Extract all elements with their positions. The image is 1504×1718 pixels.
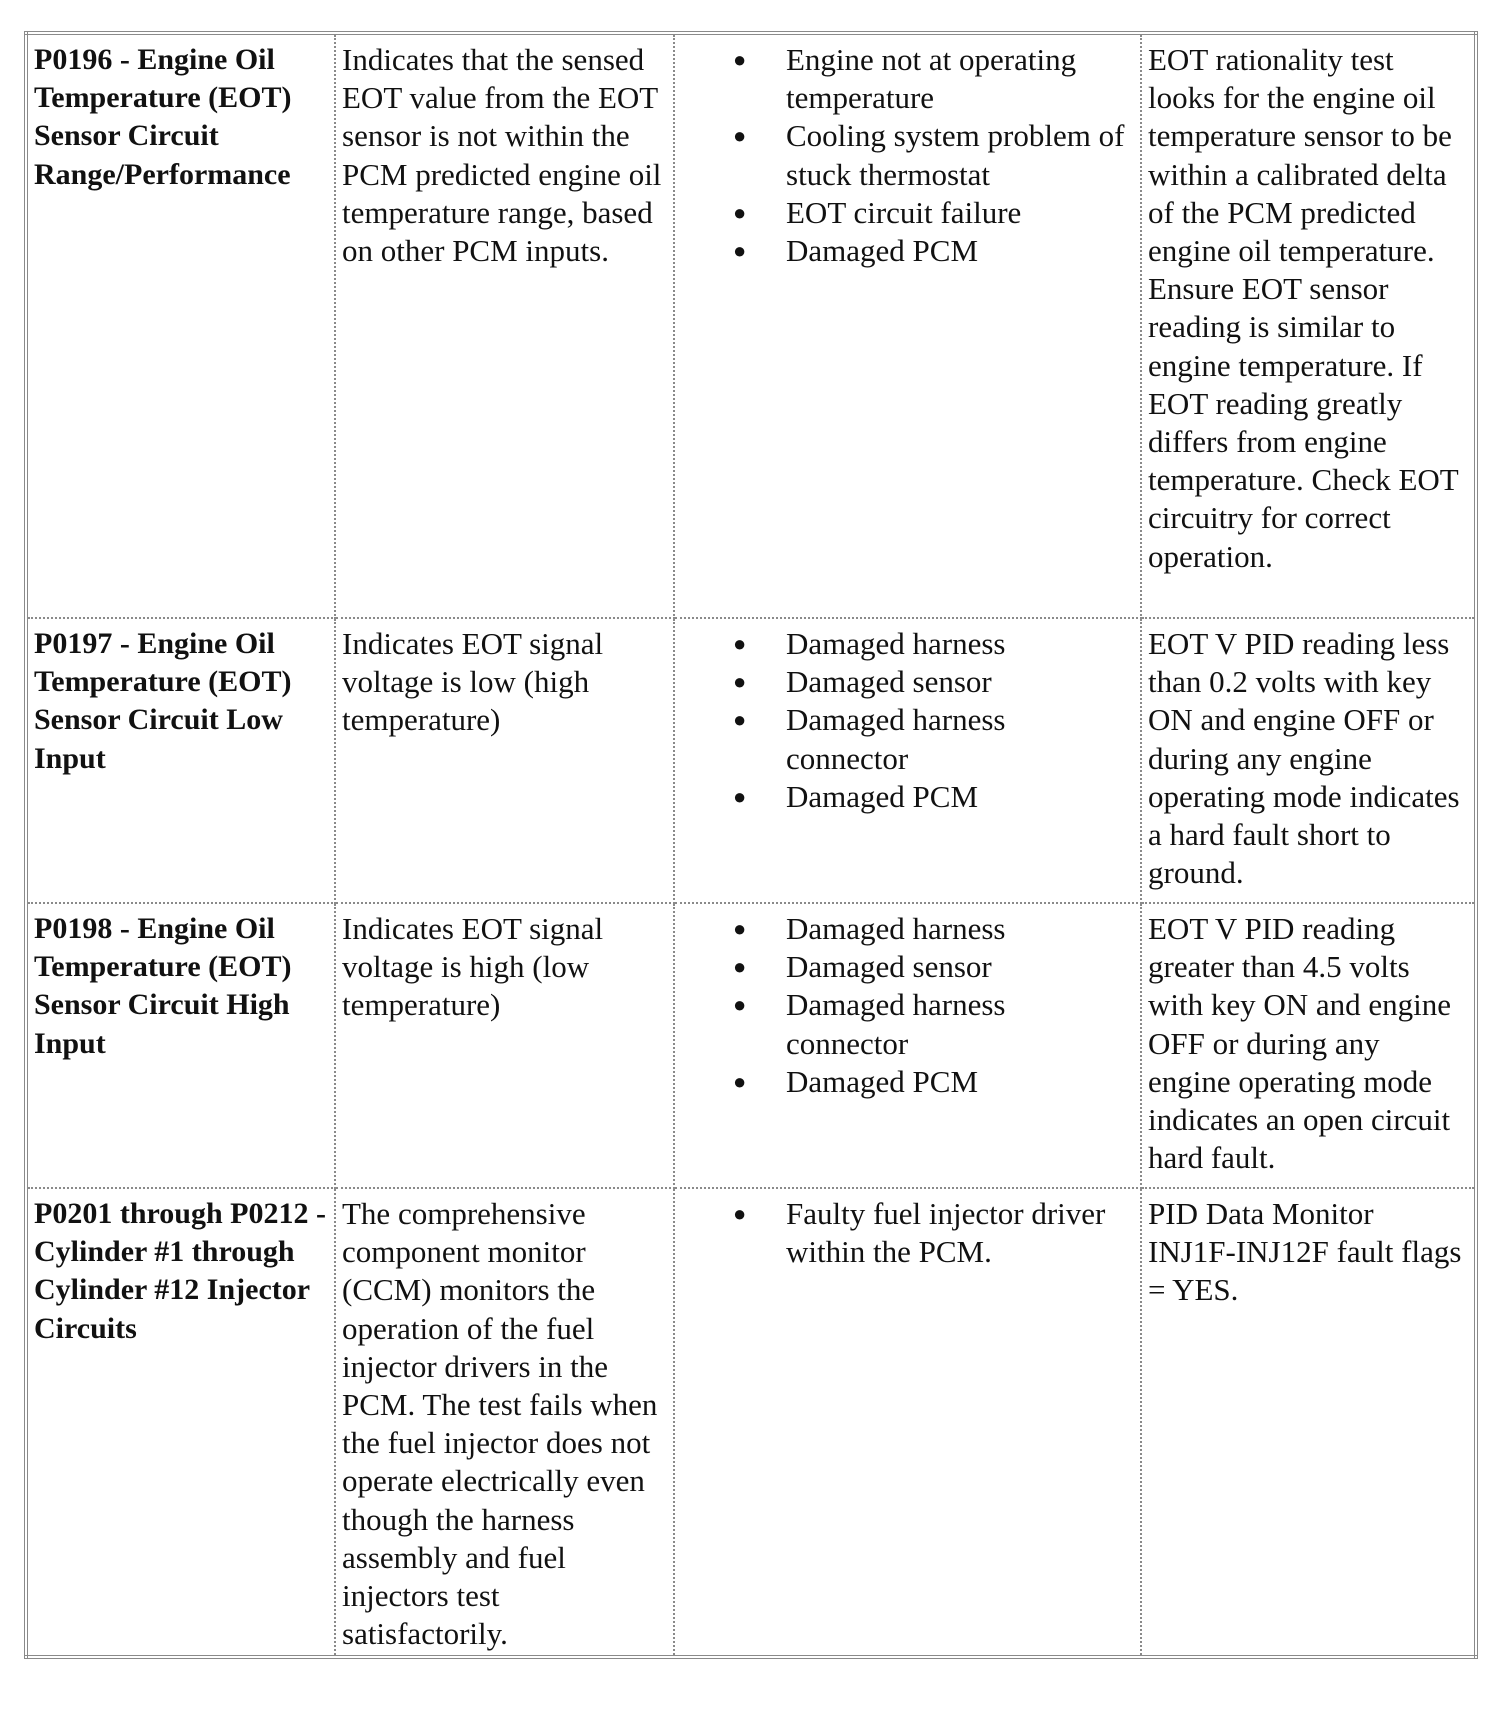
cause-item xyxy=(681,1195,1134,1271)
cause-text: Damaged PCM xyxy=(786,778,979,814)
cause-text: EOT circuit failure xyxy=(786,194,1022,230)
cause-text: Damaged harness xyxy=(786,911,1006,946)
cause-text: Faulty fuel injector driver within the PCM. xyxy=(786,1196,1106,1270)
cause-item xyxy=(681,625,1134,663)
cause-item xyxy=(681,1063,1134,1101)
action-cell: EOT rationality test looks for the engine oil temperature sensor to be within a calibrated delta of the PCM predicted engine oil temperature. Ensure EOT sensor reading is similar to engine temperature. If EOT reading greatly differs from engine temperature. Check EOT circuitry for correct operation. xyxy=(1141,33,1476,618)
bullet-icon: ● xyxy=(733,669,747,695)
cause-text: Damaged PCM xyxy=(786,233,979,269)
cause-item xyxy=(681,701,1134,777)
cause-item xyxy=(681,910,1134,948)
bullet-icon: ● xyxy=(733,47,747,72)
causes-cell xyxy=(674,1188,1141,1657)
description-cell: The comprehensive component monitor (CCM) monitors the operation of the fuel injector drivers in the PCM. The test fails when the fuel injector does not operate electrically even though the harness assembly and fuel injectors test satisfactorily. xyxy=(335,1188,674,1657)
cause-text: Damaged sensor xyxy=(786,949,992,985)
causes-cell xyxy=(674,618,1141,903)
cause-item xyxy=(681,194,1134,232)
bullet-icon: ● xyxy=(733,916,747,941)
cause-text: Damaged harness xyxy=(786,626,1006,661)
table-row xyxy=(26,903,1476,1188)
action-cell: PID Data Monitor INJ1F-INJ12F fault flags = YES. xyxy=(1141,1188,1476,1657)
description-cell: Indicates that the sensed EOT value from the EOT sensor is not within the PCM predicted engine oil temperature range, based on other PCM inputs. xyxy=(335,33,674,618)
dtc-code-cell: P0201 through P0212 - Cylinder #1 through Cylinder #12 Injector Circuits xyxy=(26,1188,335,1657)
cause-item xyxy=(681,232,1134,270)
cause-text: Cooling system problem of stuck thermostat xyxy=(786,118,1125,192)
description-cell: Indicates EOT signal voltage is low (high temperature) xyxy=(335,618,674,903)
bullet-icon: ● xyxy=(733,992,747,1018)
causes-list xyxy=(681,910,1134,1101)
cause-item xyxy=(681,948,1134,986)
table-row xyxy=(26,33,1476,618)
cause-item xyxy=(681,778,1134,816)
cause-text: Damaged harness connector xyxy=(786,987,1006,1061)
bullet-icon: ● xyxy=(733,123,747,149)
cause-item xyxy=(681,117,1134,193)
cause-text: Damaged PCM xyxy=(786,1063,979,1099)
causes-cell xyxy=(674,33,1141,618)
causes-cell xyxy=(674,903,1141,1188)
causes-list xyxy=(681,625,1134,816)
cause-item xyxy=(681,41,1134,117)
dtc-code-cell: P0198 - Engine Oil Temperature (EOT) Sensor Circuit High Input xyxy=(26,903,335,1188)
cause-item xyxy=(681,986,1134,1062)
bullet-icon: ● xyxy=(733,783,747,809)
description-cell: Indicates EOT signal voltage is high (low temperature) xyxy=(335,903,674,1188)
dtc-code-cell: P0197 - Engine Oil Temperature (EOT) Sensor Circuit Low Input xyxy=(26,618,335,903)
bullet-icon: ● xyxy=(733,707,747,733)
causes-list xyxy=(681,41,1134,270)
action-cell: EOT V PID reading less than 0.2 volts with key ON and engine OFF or during any engine operating mode indicates a hard fault short to ground. xyxy=(1141,618,1476,903)
cause-text: Engine not at operating temperature xyxy=(786,42,1077,116)
action-cell: EOT V PID reading greater than 4.5 volts with key ON and engine OFF or during any engine operating mode indicates an open circuit hard fault. xyxy=(1141,903,1476,1188)
dtc-code-cell: P0196 - Engine Oil Temperature (EOT) Sensor Circuit Range/Performance xyxy=(26,33,335,618)
table-row xyxy=(26,618,1476,903)
cause-text: Damaged harness connector xyxy=(786,702,1006,776)
bullet-icon: ● xyxy=(733,1068,747,1094)
bullet-icon: ● xyxy=(733,631,747,656)
bullet-icon: ● xyxy=(733,199,747,225)
table-row xyxy=(26,1188,1476,1657)
cause-text: Damaged sensor xyxy=(786,664,992,700)
causes-list xyxy=(681,1195,1134,1271)
bullet-icon: ● xyxy=(733,954,747,980)
cause-item xyxy=(681,663,1134,701)
bullet-icon: ● xyxy=(733,1201,747,1226)
bullet-icon: ● xyxy=(733,238,747,264)
dtc-table xyxy=(24,31,1478,1659)
